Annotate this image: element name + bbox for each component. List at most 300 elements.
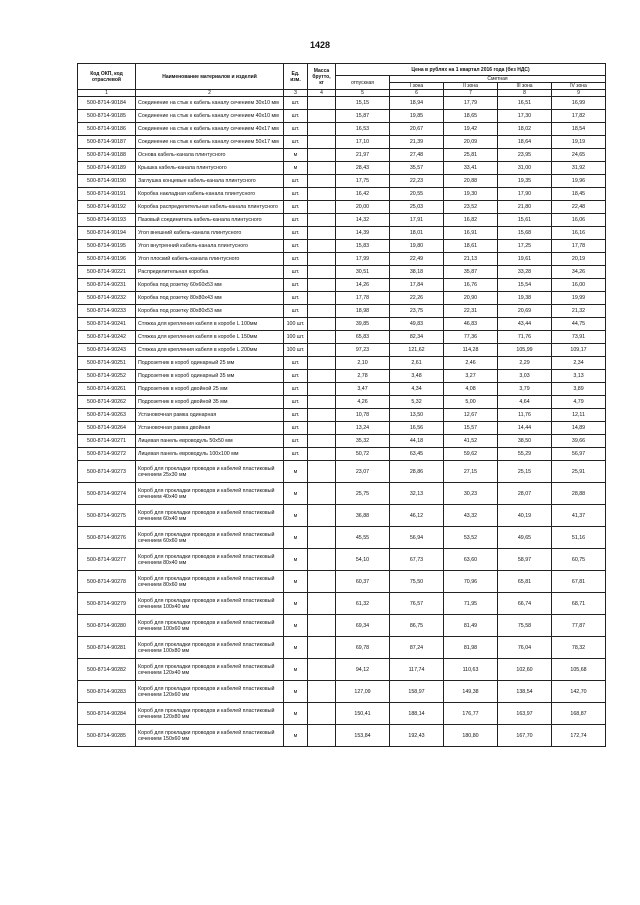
cell-code: 500-8714-90264 bbox=[78, 422, 136, 435]
cell-unit: м bbox=[284, 703, 308, 725]
cell-zone-1-price: 3,48 bbox=[390, 370, 444, 383]
cell-zone-1-price: 22,23 bbox=[390, 175, 444, 188]
cell-name: Короб для прокладки проводов и кабелей пластиковый сечением 100х80 мм bbox=[136, 637, 284, 659]
cell-name: Коробка под розетку 60х60х53 мм bbox=[136, 279, 284, 292]
cell-zone-1-price: 20,55 bbox=[390, 188, 444, 201]
cell-zone-1-price: 23,75 bbox=[390, 305, 444, 318]
cell-zone-4-price: 19,19 bbox=[552, 136, 606, 149]
cell-zone-1-price: 16,56 bbox=[390, 422, 444, 435]
cell-zone-4-price: 17,78 bbox=[552, 240, 606, 253]
table-row bbox=[78, 422, 606, 435]
cell-mass bbox=[308, 292, 336, 305]
cell-code: 500-8714-90232 bbox=[78, 292, 136, 305]
cell-zone-2-price: 21,13 bbox=[444, 253, 498, 266]
cell-code: 500-8714-90272 bbox=[78, 448, 136, 461]
cell-zone-3-price: 65,81 bbox=[498, 571, 552, 593]
cell-zone-4-price: 105,68 bbox=[552, 659, 606, 681]
cell-unit: м bbox=[284, 461, 308, 483]
column-number: 9 bbox=[552, 90, 606, 97]
cell-mass bbox=[308, 527, 336, 549]
cell-zone-1-price: 44,18 bbox=[390, 435, 444, 448]
cell-unit: м bbox=[284, 681, 308, 703]
cell-mass bbox=[308, 370, 336, 383]
cell-zone-4-price: 73,91 bbox=[552, 331, 606, 344]
cell-zone-4-price: 168,87 bbox=[552, 703, 606, 725]
cell-zone-2-price: 53,52 bbox=[444, 527, 498, 549]
cell-zone-3-price: 11,76 bbox=[498, 409, 552, 422]
cell-mass bbox=[308, 448, 336, 461]
cell-zone-4-price: 2,34 bbox=[552, 357, 606, 370]
cell-zone-1-price: 25,03 bbox=[390, 201, 444, 214]
cell-code: 500-8714-90243 bbox=[78, 344, 136, 357]
cell-unit: шт. bbox=[284, 227, 308, 240]
cell-zone-1-price: 22,26 bbox=[390, 292, 444, 305]
cell-zone-1-price: 19,80 bbox=[390, 240, 444, 253]
cell-unit: м bbox=[284, 659, 308, 681]
table-row bbox=[78, 549, 606, 571]
cell-code: 500-8714-90279 bbox=[78, 593, 136, 615]
cell-release-price: 153,84 bbox=[336, 725, 390, 747]
table-row bbox=[78, 383, 606, 396]
cell-unit: м bbox=[284, 549, 308, 571]
table-row bbox=[78, 253, 606, 266]
cell-code: 500-8714-90241 bbox=[78, 318, 136, 331]
cell-zone-2-price: 16,82 bbox=[444, 214, 498, 227]
column-number: 2 bbox=[136, 90, 284, 97]
table-row bbox=[78, 370, 606, 383]
cell-name: Пазовый соединитель кабель-канала плинтусного bbox=[136, 214, 284, 227]
cell-name: Соединение на стык к кабель каналу сечением 50х17 мм bbox=[136, 136, 284, 149]
cell-release-price: 25,75 bbox=[336, 483, 390, 505]
cell-zone-3-price: 55,29 bbox=[498, 448, 552, 461]
cell-release-price: 21,97 bbox=[336, 149, 390, 162]
cell-zone-2-price: 35,87 bbox=[444, 266, 498, 279]
cell-zone-2-price: 18,61 bbox=[444, 240, 498, 253]
cell-unit: м bbox=[284, 571, 308, 593]
cell-zone-1-price: 21,39 bbox=[390, 136, 444, 149]
cell-unit: шт. bbox=[284, 448, 308, 461]
cell-unit: шт. bbox=[284, 253, 308, 266]
cell-name: Заглушка концевые кабель-канала плинтусного bbox=[136, 175, 284, 188]
cell-name: Соединение на стык к кабель каналу сечением 30х10 мм bbox=[136, 97, 284, 110]
cell-zone-4-price: 24,65 bbox=[552, 149, 606, 162]
cell-code: 500-8714-90188 bbox=[78, 149, 136, 162]
cell-zone-3-price: 163,97 bbox=[498, 703, 552, 725]
cell-zone-3-price: 14,44 bbox=[498, 422, 552, 435]
cell-release-price: 17,99 bbox=[336, 253, 390, 266]
cell-zone-2-price: 27,15 bbox=[444, 461, 498, 483]
cell-mass bbox=[308, 110, 336, 123]
cell-zone-3-price: 2,29 bbox=[498, 357, 552, 370]
cell-zone-2-price: 17,79 bbox=[444, 97, 498, 110]
cell-mass bbox=[308, 637, 336, 659]
cell-zone-1-price: 22,49 bbox=[390, 253, 444, 266]
cell-release-price: 50,72 bbox=[336, 448, 390, 461]
cell-zone-4-price: 51,16 bbox=[552, 527, 606, 549]
cell-name: Короб для прокладки проводов и кабелей пластиковый сечением 120х80 мм bbox=[136, 703, 284, 725]
cell-release-price: 16,42 bbox=[336, 188, 390, 201]
cell-name: Лицевая панель евроводуль 50х50 мм bbox=[136, 435, 284, 448]
cell-zone-1-price: 67,73 bbox=[390, 549, 444, 571]
cell-release-price: 15,83 bbox=[336, 240, 390, 253]
cell-zone-2-price: 20,88 bbox=[444, 175, 498, 188]
cell-release-price: 35,32 bbox=[336, 435, 390, 448]
cell-name: Соединение на стык к кабель каналу сечением 40х17 мм bbox=[136, 123, 284, 136]
header-price-group: Цена в рублях на 1 квартал 2016 года (без НДС) bbox=[336, 64, 606, 76]
cell-zone-4-price: 44,75 bbox=[552, 318, 606, 331]
cell-zone-4-price: 3,89 bbox=[552, 383, 606, 396]
cell-code: 500-8714-90186 bbox=[78, 123, 136, 136]
cell-mass bbox=[308, 409, 336, 422]
cell-code: 500-8714-90252 bbox=[78, 370, 136, 383]
cell-zone-3-price: 33,28 bbox=[498, 266, 552, 279]
cell-name: Коробка накладная кабель-канала плинтусного bbox=[136, 188, 284, 201]
cell-name: Угол внешний кабель-канала плинтусного bbox=[136, 227, 284, 240]
cell-code: 500-8714-90284 bbox=[78, 703, 136, 725]
cell-mass bbox=[308, 279, 336, 292]
cell-release-price: 20,00 bbox=[336, 201, 390, 214]
cell-name: Короб для прокладки проводов и кабелей пластиковый сечением 40х40 мм bbox=[136, 483, 284, 505]
cell-zone-1-price: 49,83 bbox=[390, 318, 444, 331]
cell-code: 500-8714-90278 bbox=[78, 571, 136, 593]
cell-zone-3-price: 20,69 bbox=[498, 305, 552, 318]
cell-unit: шт. bbox=[284, 370, 308, 383]
cell-zone-4-price: 22,48 bbox=[552, 201, 606, 214]
cell-zone-2-price: 15,57 bbox=[444, 422, 498, 435]
cell-zone-1-price: 63,45 bbox=[390, 448, 444, 461]
cell-name: Короб для прокладки проводов и кабелей пластиковый сечением 120х60 мм bbox=[136, 681, 284, 703]
cell-release-price: 36,88 bbox=[336, 505, 390, 527]
table-row bbox=[78, 188, 606, 201]
cell-code: 500-8714-90280 bbox=[78, 615, 136, 637]
cell-unit: шт. bbox=[284, 97, 308, 110]
cell-code: 500-8714-90233 bbox=[78, 305, 136, 318]
cell-release-price: 15,15 bbox=[336, 97, 390, 110]
table-row bbox=[78, 201, 606, 214]
cell-zone-1-price: 158,97 bbox=[390, 681, 444, 703]
cell-code: 500-8714-90194 bbox=[78, 227, 136, 240]
page-number: 1428 bbox=[309, 40, 331, 50]
table-row bbox=[78, 461, 606, 483]
cell-unit: шт. bbox=[284, 136, 308, 149]
cell-code: 500-8714-90263 bbox=[78, 409, 136, 422]
cell-zone-4-price: 109,17 bbox=[552, 344, 606, 357]
cell-unit: 100 шт. bbox=[284, 331, 308, 344]
header-unit: Ед. изм. bbox=[284, 64, 308, 90]
cell-release-price: 28,43 bbox=[336, 162, 390, 175]
cell-name: Коробка под розетку 80х80х53 мм bbox=[136, 305, 284, 318]
cell-zone-3-price: 38,50 bbox=[498, 435, 552, 448]
cell-code: 500-8714-90275 bbox=[78, 505, 136, 527]
cell-release-price: 16,53 bbox=[336, 123, 390, 136]
cell-unit: м bbox=[284, 483, 308, 505]
cell-mass bbox=[308, 149, 336, 162]
cell-mass bbox=[308, 593, 336, 615]
cell-zone-3-price: 23,95 bbox=[498, 149, 552, 162]
cell-release-price: 15,87 bbox=[336, 110, 390, 123]
cell-code: 500-8714-90187 bbox=[78, 136, 136, 149]
cell-zone-4-price: 78,32 bbox=[552, 637, 606, 659]
cell-zone-4-price: 56,97 bbox=[552, 448, 606, 461]
cell-zone-2-price: 46,83 bbox=[444, 318, 498, 331]
cell-unit: м bbox=[284, 725, 308, 747]
header-mass: Масса брутто, кг bbox=[308, 64, 336, 90]
cell-release-price: 69,78 bbox=[336, 637, 390, 659]
cell-zone-1-price: 76,57 bbox=[390, 593, 444, 615]
cell-zone-2-price: 19,42 bbox=[444, 123, 498, 136]
cell-code: 500-8714-90195 bbox=[78, 240, 136, 253]
cell-zone-1-price: 192,43 bbox=[390, 725, 444, 747]
cell-zone-4-price: 68,71 bbox=[552, 593, 606, 615]
cell-mass bbox=[308, 162, 336, 175]
cell-mass bbox=[308, 703, 336, 725]
cell-name: Короб для прокладки проводов и кабелей пластиковый сечением 80х60 мм bbox=[136, 571, 284, 593]
cell-unit: м bbox=[284, 615, 308, 637]
table-row bbox=[78, 703, 606, 725]
cell-release-price: 69,34 bbox=[336, 615, 390, 637]
cell-mass bbox=[308, 681, 336, 703]
header-zone-3: III зона bbox=[498, 83, 552, 90]
table-row bbox=[78, 483, 606, 505]
table-row bbox=[78, 227, 606, 240]
cell-name: Короб для прокладки проводов и кабелей пластиковый сечением 25х30 мм bbox=[136, 461, 284, 483]
cell-zone-3-price: 167,70 bbox=[498, 725, 552, 747]
table-row bbox=[78, 357, 606, 370]
cell-unit: шт. bbox=[284, 305, 308, 318]
cell-mass bbox=[308, 505, 336, 527]
cell-zone-3-price: 3,79 bbox=[498, 383, 552, 396]
cell-code: 500-8714-90196 bbox=[78, 253, 136, 266]
cell-mass bbox=[308, 422, 336, 435]
cell-zone-1-price: 2,61 bbox=[390, 357, 444, 370]
cell-release-price: 2,78 bbox=[336, 370, 390, 383]
cell-unit: шт. bbox=[284, 292, 308, 305]
header-release: отпускная bbox=[336, 76, 390, 90]
cell-zone-3-price: 105,99 bbox=[498, 344, 552, 357]
cell-zone-3-price: 18,02 bbox=[498, 123, 552, 136]
cell-zone-3-price: 138,54 bbox=[498, 681, 552, 703]
cell-code: 500-8714-90277 bbox=[78, 549, 136, 571]
cell-mass bbox=[308, 227, 336, 240]
cell-code: 500-8714-90283 bbox=[78, 681, 136, 703]
table-row bbox=[78, 396, 606, 409]
cell-zone-1-price: 75,50 bbox=[390, 571, 444, 593]
header-name: Наименование материалов и изделий bbox=[136, 64, 284, 90]
cell-release-price: 60,37 bbox=[336, 571, 390, 593]
cell-code: 500-8714-90191 bbox=[78, 188, 136, 201]
cell-unit: м bbox=[284, 637, 308, 659]
cell-zone-4-price: 39,66 bbox=[552, 435, 606, 448]
cell-zone-3-price: 28,07 bbox=[498, 483, 552, 505]
cell-release-price: 94,12 bbox=[336, 659, 390, 681]
cell-zone-1-price: 38,18 bbox=[390, 266, 444, 279]
cell-zone-1-price: 20,67 bbox=[390, 123, 444, 136]
cell-zone-1-price: 121,62 bbox=[390, 344, 444, 357]
cell-zone-2-price: 16,76 bbox=[444, 279, 498, 292]
cell-zone-3-price: 49,65 bbox=[498, 527, 552, 549]
cell-release-price: 14,32 bbox=[336, 214, 390, 227]
cell-zone-4-price: 17,82 bbox=[552, 110, 606, 123]
cell-code: 500-8714-90184 bbox=[78, 97, 136, 110]
cell-mass bbox=[308, 461, 336, 483]
cell-name: Угол внутренний кабель-канала плинтусного bbox=[136, 240, 284, 253]
cell-mass bbox=[308, 97, 336, 110]
cell-code: 500-8714-90189 bbox=[78, 162, 136, 175]
cell-zone-4-price: 3,13 bbox=[552, 370, 606, 383]
cell-release-price: 39,85 bbox=[336, 318, 390, 331]
cell-name: Стяжка для крепления кабеля в коробе L 200мм bbox=[136, 344, 284, 357]
cell-zone-4-price: 16,06 bbox=[552, 214, 606, 227]
cell-zone-1-price: 82,34 bbox=[390, 331, 444, 344]
table-row bbox=[78, 505, 606, 527]
cell-release-price: 4,26 bbox=[336, 396, 390, 409]
cell-name: Короб для прокладки проводов и кабелей пластиковый сечением 150х60 мм bbox=[136, 725, 284, 747]
cell-zone-2-price: 114,28 bbox=[444, 344, 498, 357]
cell-zone-3-price: 76,04 bbox=[498, 637, 552, 659]
cell-code: 500-8714-90276 bbox=[78, 527, 136, 549]
cell-zone-4-price: 77,87 bbox=[552, 615, 606, 637]
cell-unit: м bbox=[284, 527, 308, 549]
cell-zone-2-price: 81,49 bbox=[444, 615, 498, 637]
table-row bbox=[78, 305, 606, 318]
cell-release-price: 17,75 bbox=[336, 175, 390, 188]
cell-unit: шт. bbox=[284, 357, 308, 370]
cell-zone-3-price: 15,61 bbox=[498, 214, 552, 227]
cell-zone-4-price: 14,89 bbox=[552, 422, 606, 435]
cell-mass bbox=[308, 305, 336, 318]
cell-zone-4-price: 12,11 bbox=[552, 409, 606, 422]
cell-name: Короб для прокладки проводов и кабелей пластиковый сечением 100х60 мм bbox=[136, 615, 284, 637]
cell-zone-2-price: 176,77 bbox=[444, 703, 498, 725]
cell-release-price: 23,07 bbox=[336, 461, 390, 483]
cell-release-price: 3,47 bbox=[336, 383, 390, 396]
cell-zone-2-price: 71,95 bbox=[444, 593, 498, 615]
cell-zone-4-price: 16,99 bbox=[552, 97, 606, 110]
cell-zone-1-price: 17,91 bbox=[390, 214, 444, 227]
cell-name: Короб для прокладки проводов и кабелей пластиковый сечением 60х40 мм bbox=[136, 505, 284, 527]
header-zone-2: II зона bbox=[444, 83, 498, 90]
cell-zone-1-price: 27,48 bbox=[390, 149, 444, 162]
header-code: Код ОКП, код отраслевой bbox=[78, 64, 136, 90]
cell-code: 500-8714-90251 bbox=[78, 357, 136, 370]
cell-mass bbox=[308, 549, 336, 571]
cell-zone-3-price: 21,80 bbox=[498, 201, 552, 214]
cell-zone-3-price: 25,15 bbox=[498, 461, 552, 483]
cell-zone-4-price: 18,54 bbox=[552, 123, 606, 136]
cell-zone-3-price: 18,64 bbox=[498, 136, 552, 149]
cell-zone-2-price: 16,91 bbox=[444, 227, 498, 240]
cell-name: Подрозетник в короб двойной 25 мм bbox=[136, 383, 284, 396]
cell-zone-2-price: 2,46 bbox=[444, 357, 498, 370]
cell-zone-2-price: 63,60 bbox=[444, 549, 498, 571]
cell-zone-3-price: 40,19 bbox=[498, 505, 552, 527]
cell-mass bbox=[308, 725, 336, 747]
cell-mass bbox=[308, 383, 336, 396]
cell-zone-2-price: 77,36 bbox=[444, 331, 498, 344]
cell-release-price: 17,78 bbox=[336, 292, 390, 305]
cell-code: 500-8714-90273 bbox=[78, 461, 136, 483]
cell-unit: 100 шт. bbox=[284, 344, 308, 357]
cell-release-price: 10,78 bbox=[336, 409, 390, 422]
cell-mass bbox=[308, 659, 336, 681]
cell-zone-1-price: 19,85 bbox=[390, 110, 444, 123]
cell-zone-1-price: 87,24 bbox=[390, 637, 444, 659]
cell-code: 500-8714-90261 bbox=[78, 383, 136, 396]
cell-zone-4-price: 20,19 bbox=[552, 253, 606, 266]
table-row bbox=[78, 162, 606, 175]
table-row bbox=[78, 681, 606, 703]
column-number: 7 bbox=[444, 90, 498, 97]
cell-release-price: 54,10 bbox=[336, 549, 390, 571]
cell-code: 500-8714-90190 bbox=[78, 175, 136, 188]
table-row bbox=[78, 448, 606, 461]
cell-zone-2-price: 3,27 bbox=[444, 370, 498, 383]
table-row bbox=[78, 331, 606, 344]
cell-release-price: 65,83 bbox=[336, 331, 390, 344]
cell-name: Подрозетник в короб двойной 35 мм bbox=[136, 396, 284, 409]
table-row bbox=[78, 279, 606, 292]
cell-zone-1-price: 18,94 bbox=[390, 97, 444, 110]
cell-zone-3-price: 19,38 bbox=[498, 292, 552, 305]
cell-mass bbox=[308, 318, 336, 331]
cell-code: 500-8714-90282 bbox=[78, 659, 136, 681]
cell-zone-4-price: 25,91 bbox=[552, 461, 606, 483]
cell-release-price: 14,39 bbox=[336, 227, 390, 240]
cell-release-price: 150,41 bbox=[336, 703, 390, 725]
cell-release-price: 30,51 bbox=[336, 266, 390, 279]
cell-zone-1-price: 17,84 bbox=[390, 279, 444, 292]
cell-mass bbox=[308, 571, 336, 593]
cell-name: Короб для прокладки проводов и кабелей пластиковый сечением 100х40 мм bbox=[136, 593, 284, 615]
cell-name: Установочная рамка одинарная bbox=[136, 409, 284, 422]
cell-mass bbox=[308, 240, 336, 253]
cell-mass bbox=[308, 175, 336, 188]
table-row bbox=[78, 214, 606, 227]
cell-zone-2-price: 23,52 bbox=[444, 201, 498, 214]
cell-zone-2-price: 25,81 bbox=[444, 149, 498, 162]
column-number: 3 bbox=[284, 90, 308, 97]
cell-zone-2-price: 81,98 bbox=[444, 637, 498, 659]
cell-zone-1-price: 117,74 bbox=[390, 659, 444, 681]
cell-unit: шт. bbox=[284, 409, 308, 422]
cell-zone-4-price: 28,88 bbox=[552, 483, 606, 505]
cell-zone-1-price: 35,57 bbox=[390, 162, 444, 175]
cell-zone-4-price: 16,00 bbox=[552, 279, 606, 292]
table-row bbox=[78, 409, 606, 422]
cell-name: Подрозетник в короб одинарный 25 мм bbox=[136, 357, 284, 370]
table-row bbox=[78, 123, 606, 136]
cell-mass bbox=[308, 266, 336, 279]
cell-zone-4-price: 21,32 bbox=[552, 305, 606, 318]
cell-code: 500-8714-90242 bbox=[78, 331, 136, 344]
cell-zone-2-price: 110,63 bbox=[444, 659, 498, 681]
cell-release-price: 127,09 bbox=[336, 681, 390, 703]
cell-release-price: 17,10 bbox=[336, 136, 390, 149]
cell-zone-1-price: 56,94 bbox=[390, 527, 444, 549]
cell-unit: шт. bbox=[284, 383, 308, 396]
cell-unit: шт. bbox=[284, 422, 308, 435]
cell-zone-3-price: 17,30 bbox=[498, 110, 552, 123]
price-table bbox=[77, 63, 606, 747]
cell-mass bbox=[308, 396, 336, 409]
cell-mass bbox=[308, 188, 336, 201]
cell-zone-2-price: 20,90 bbox=[444, 292, 498, 305]
cell-zone-3-price: 19,35 bbox=[498, 175, 552, 188]
cell-release-price: 13,24 bbox=[336, 422, 390, 435]
column-number: 4 bbox=[308, 90, 336, 97]
cell-zone-2-price: 41,52 bbox=[444, 435, 498, 448]
cell-unit: 100 шт. bbox=[284, 318, 308, 331]
